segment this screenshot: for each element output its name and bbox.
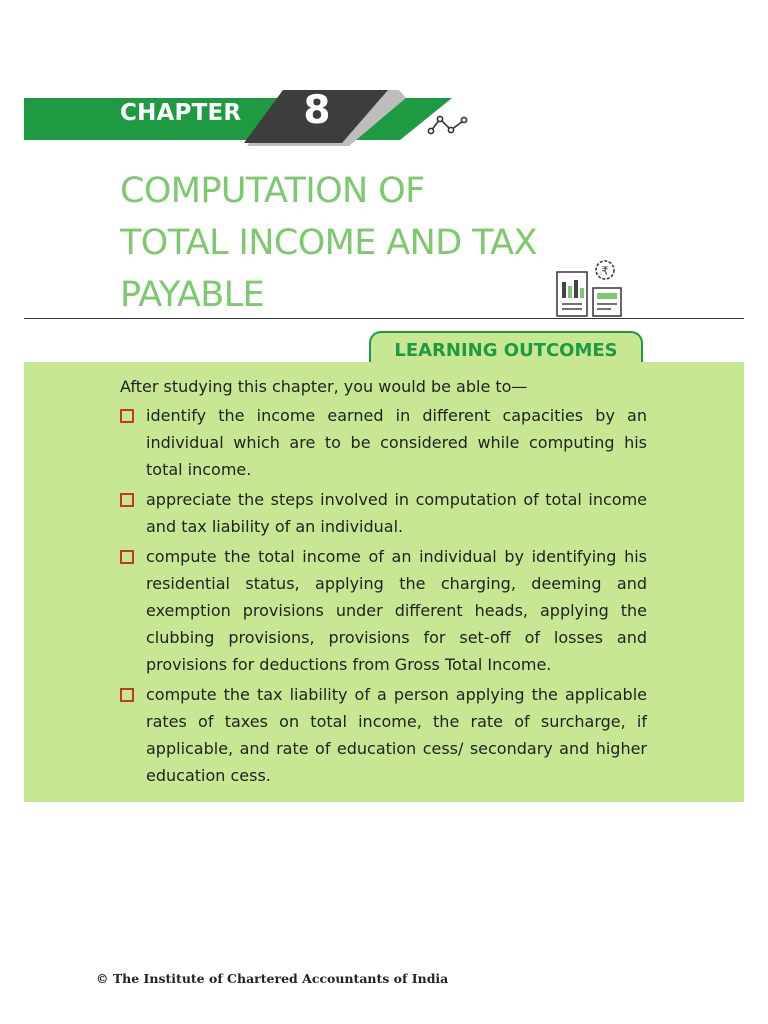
chapter-title-line: COMPUTATION OF (120, 171, 425, 211)
tax-computation-icon (553, 258, 627, 320)
chapter-title-line: TOTAL INCOME AND TAX (120, 223, 537, 263)
learning-outcome-item (120, 681, 647, 789)
chapter-label: CHAPTER (120, 100, 242, 126)
rupee-icon: ₹ (601, 264, 609, 278)
checkbox-bullet-icon (120, 493, 134, 507)
learning-outcome-item (120, 486, 647, 540)
trend-line-icon (428, 116, 466, 133)
learning-outcome-text: compute the tax liability of a person applying the applicable rates of taxes on total income, the rate of surcharge, if applicable, and rate of education cess/ secondary and higher education cess. (146, 685, 647, 785)
learning-outcome-item (120, 543, 647, 678)
checkbox-bullet-icon (120, 688, 134, 702)
learning-outcome-item (120, 402, 647, 483)
checkbox-bullet-icon (120, 550, 134, 564)
chapter-title-line: PAYABLE (120, 275, 265, 315)
learning-outcome-text: identify the income earned in different capacities by an individual which are to be considered while computing his total income. (146, 406, 647, 479)
chapter-banner-graphic (0, 0, 768, 160)
learning-outcomes-list (120, 402, 647, 792)
learning-outcome-text: compute the total income of an individual by identifying his residential status, applying the charging, deeming and exemption provisions under different heads, applying the clubbing provisions, provisions for set-off of losses and provisions for deductions from Gross Total Income. (146, 547, 647, 674)
checkbox-bullet-icon (120, 409, 134, 423)
chapter-title (120, 165, 590, 321)
title-divider (24, 318, 744, 319)
learning-outcomes-intro: After studying this chapter, you would be able to— (120, 377, 528, 396)
chapter-number: 8 (303, 88, 331, 133)
copyright-footer: © The Institute of Chartered Accountants of India (96, 971, 449, 986)
learning-outcome-text: appreciate the steps involved in computation of total income and tax liability of an individual. (146, 490, 647, 536)
learning-outcomes-box (24, 362, 744, 802)
learning-outcomes-heading: LEARNING OUTCOMES (369, 331, 643, 364)
